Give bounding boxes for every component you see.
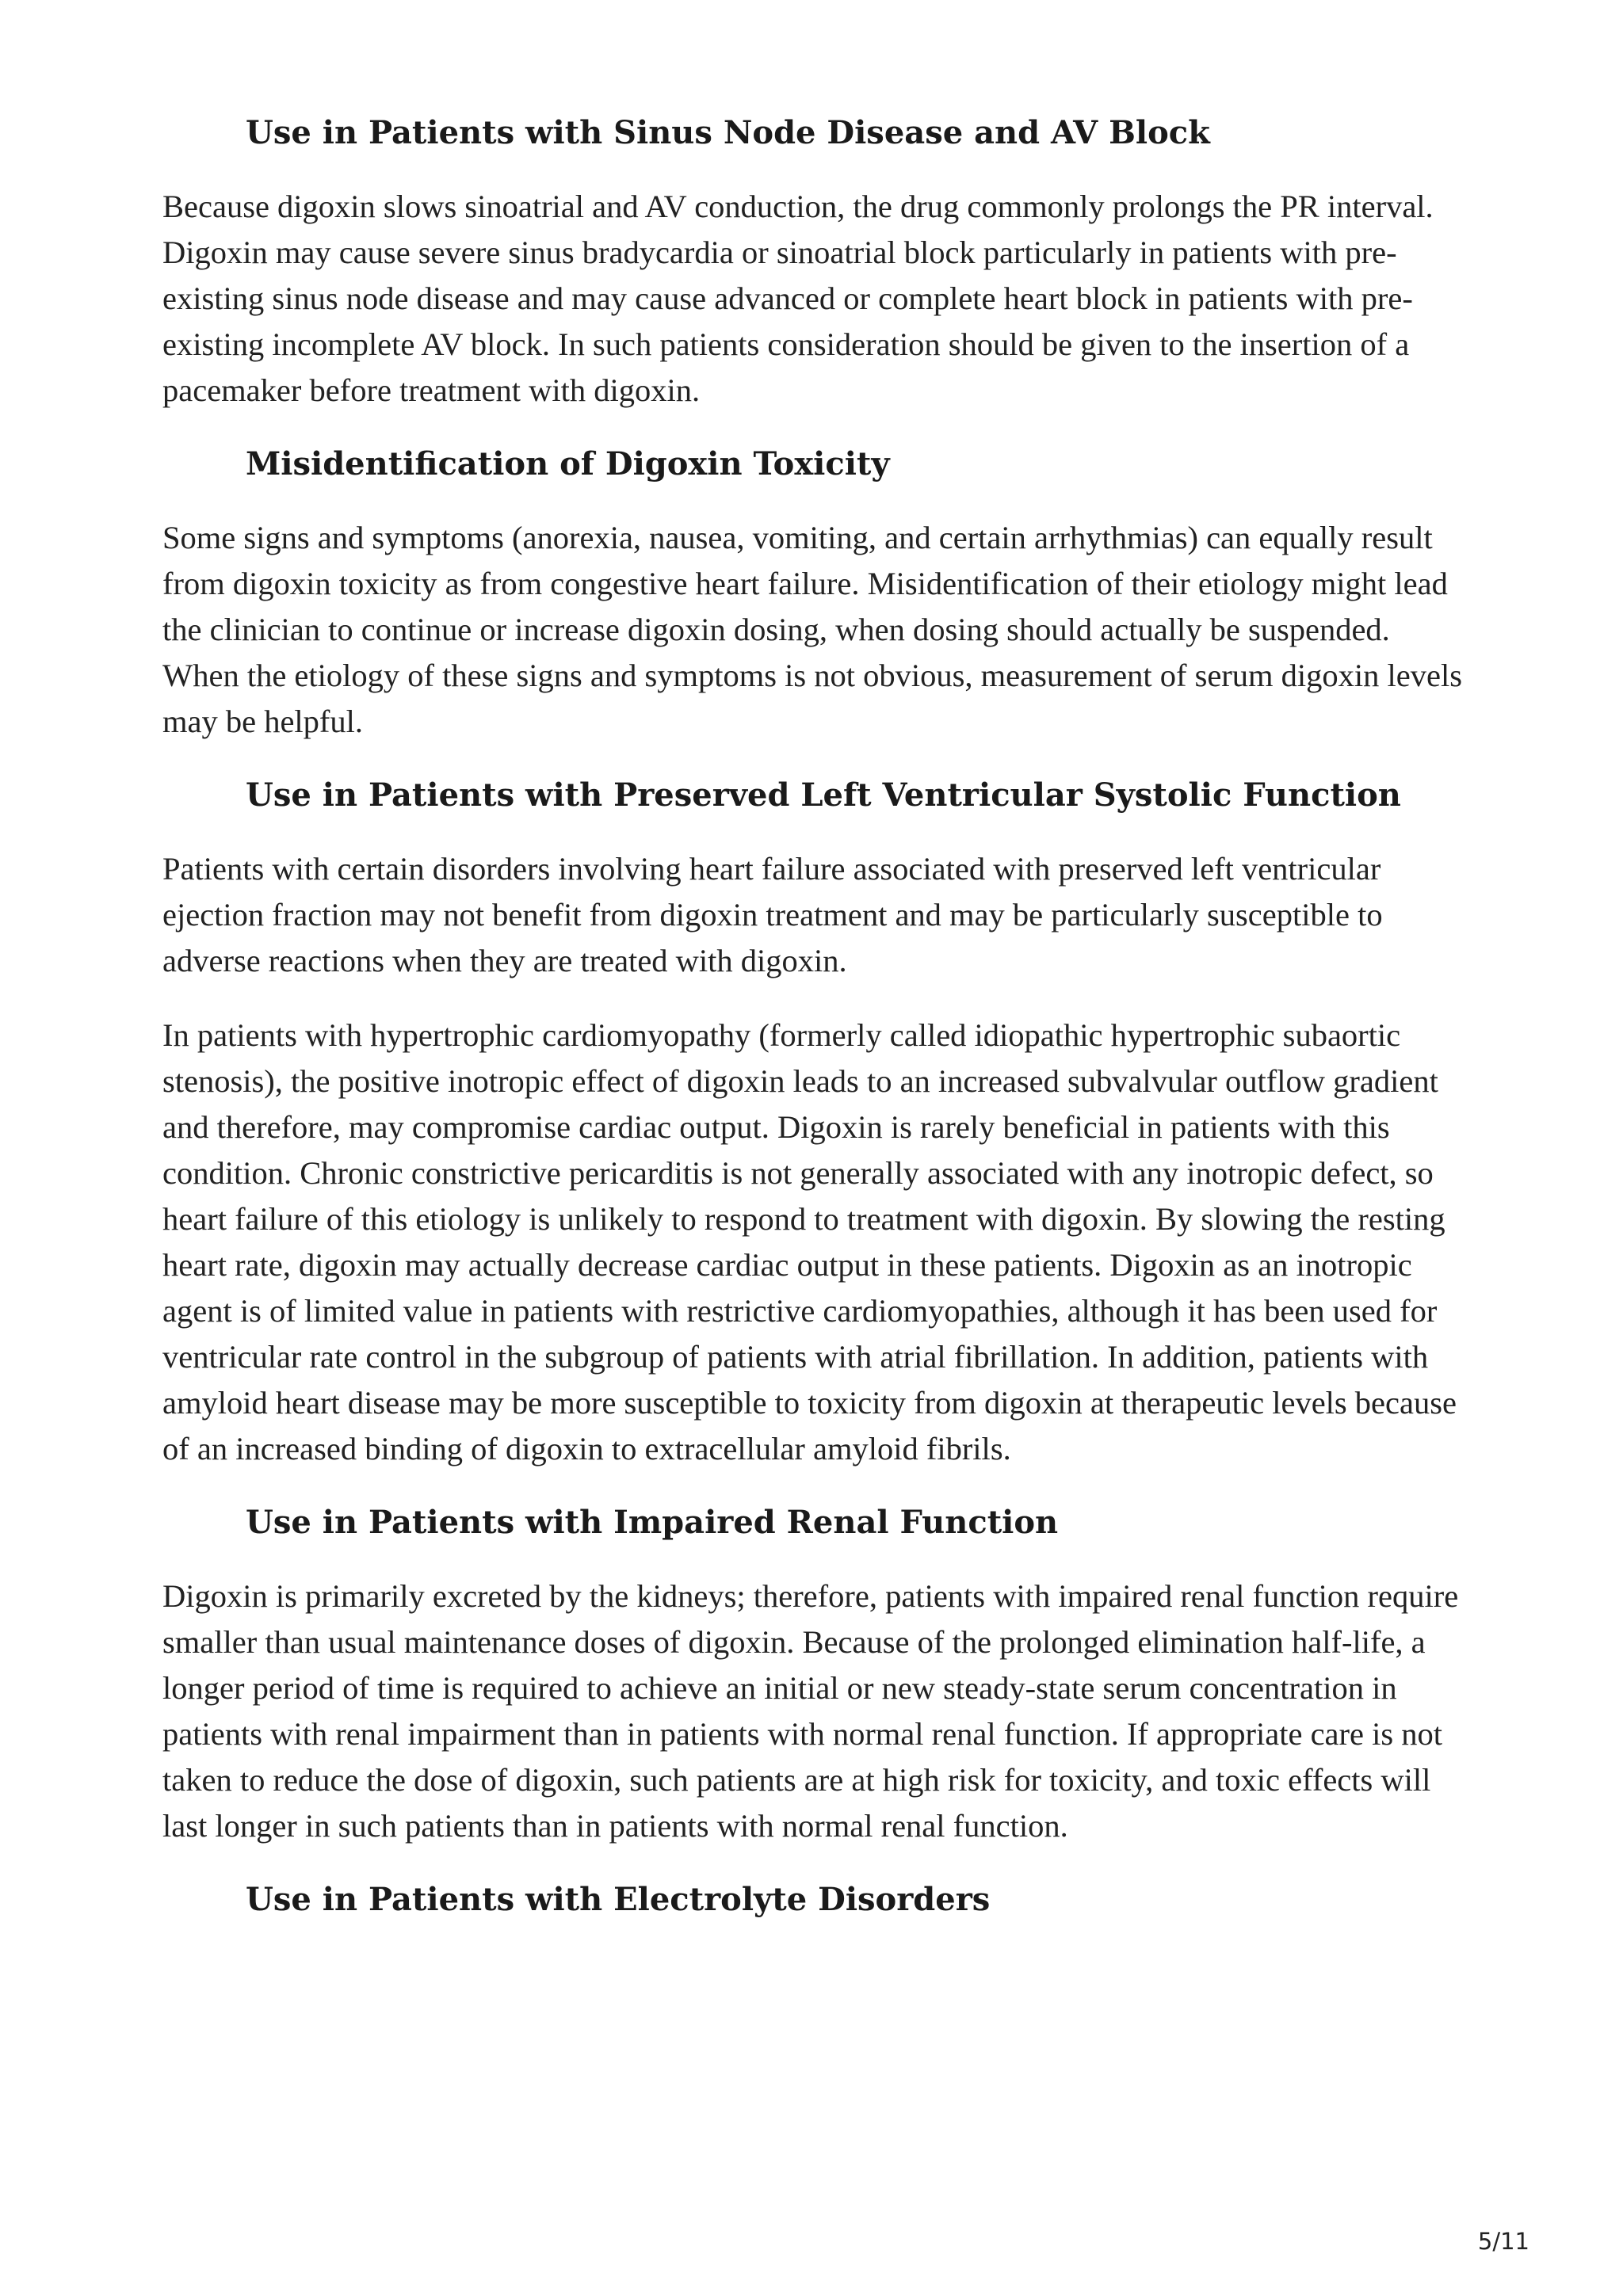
section-heading-sinus-node: Use in Patients with Sinus Node Disease and AV Block bbox=[246, 114, 1210, 151]
paragraph-sinus-node: Because digoxin slows sinoatrial and AV conduction, the drug commonly prolongs the PR interval. Digoxin may cause severe sinus bradycardia or sinoatrial block particularly in patients with pre-existing sinus node disease and may cause advanced or complete heart block in patients with pre-existing incomplete AV block. In such patients consideration should be given to the insertion of a pacemaker before treatment with digoxin. bbox=[162, 189, 1434, 408]
section-heading-electrolyte: Use in Patients with Electrolyte Disorders bbox=[246, 1881, 991, 1918]
paragraph-misidentification: Some signs and symptoms (anorexia, nausea, vomiting, and certain arrhythmias) can equally result from digoxin toxicity as from congestive heart failure. Misidentification of their etiology might lead the clinician to continue or increase digoxin dosing, when dosing should actually be suspended. When the etiology of these signs and symptoms is not obvious, measurement of serum digoxin levels may be helpful. bbox=[162, 520, 1463, 739]
section-heading-misidentification: Misidentification of Digoxin Toxicity bbox=[246, 445, 890, 482]
section-heading-preserved-lv: Use in Patients with Preserved Left Ventricular Systolic Function bbox=[246, 776, 1401, 814]
paragraph-preserved-lv-2: In patients with hypertrophic cardiomyopathy (formerly called idiopathic hypertrophic subaortic stenosis), the positive inotropic effect of digoxin leads to an increased subvalvular outflow gradient and therefore, may compromise cardiac output. Digoxin is rarely beneficial in patients with this condition. Chronic constrictive pericarditis is not generally associated with any inotropic defect, so heart failure of this etiology is unlikely to respond to treatment with digoxin. By slowing the resting heart rate, digoxin may actually decrease cardiac output in these patients. Digoxin as an inotropic agent is of limited value in patients with restrictive cardiomyopathies, although it has been used for ventricular rate control in the subgroup of patients with atrial fibrillation. In addition, patients with amyloid heart disease may be more susceptible to toxicity from digoxin at therapeutic levels because of an increased binding of digoxin to extracellular amyloid fibrils. bbox=[162, 1017, 1457, 1466]
paragraph-renal: Digoxin is primarily excreted by the kidneys; therefore, patients with impaired renal function require smaller than usual maintenance doses of digoxin. Because of the prolonged elimination half-life, a longer period of time is required to achieve an initial or new steady-state serum concentration in patients with renal impairment than in patients with normal renal function. If appropriate care is not taken to reduce the dose of digoxin, such patients are at high risk for toxicity, and toxic effects will last longer in such patients than in patients with normal renal function. bbox=[162, 1578, 1459, 1844]
paragraph-preserved-lv-1: Patients with certain disorders involving heart failure associated with preserved left ventricular ejection fraction may not benefit from digoxin treatment and may be particularly susceptible to adverse reactions when they are treated with digoxin. bbox=[162, 851, 1383, 978]
document-page bbox=[162, 111, 1470, 1951]
section-heading-renal: Use in Patients with Impaired Renal Function bbox=[246, 1504, 1059, 1541]
page-number: 5/11 bbox=[1477, 2228, 1529, 2255]
